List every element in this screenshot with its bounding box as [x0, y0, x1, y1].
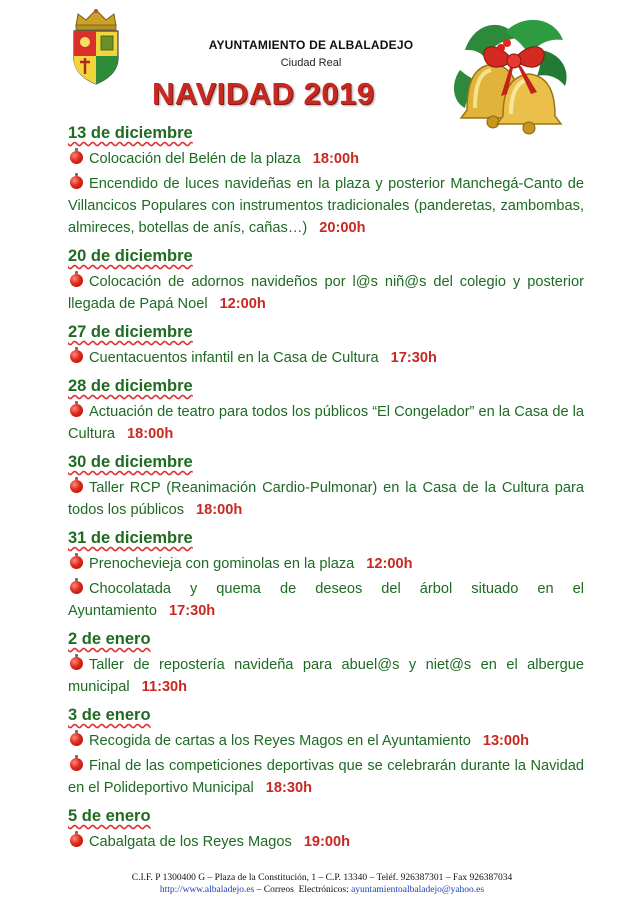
event-schedule: [68, 123, 584, 860]
event-time: 17:30h: [390, 350, 437, 366]
place-name: Ciudad Real: [280, 57, 342, 69]
event-time: 20:00h: [319, 220, 366, 236]
date-heading: 20 de diciembre: [68, 247, 193, 265]
event-item: [68, 271, 584, 315]
day-section: [68, 528, 584, 622]
event-description: Taller de repostería navideña para abuel@s y niet@s en el albergue municipal: [68, 657, 584, 695]
day-section: [68, 629, 584, 698]
event-time: 11:30h: [141, 679, 188, 695]
event-description: Taller RCP (Reanimación Cardio-Pulmonar) en la Casa de la Cultura para todos los públicos: [68, 480, 584, 518]
event-time: 12:00h: [366, 556, 413, 572]
christmas-ornament-icon: [70, 151, 83, 164]
event-item: [68, 347, 584, 369]
event-time: 18:00h: [127, 426, 174, 442]
day-section: [68, 123, 584, 239]
event-description: Encendido de luces navideñas en la plaza y posterior Manchegá-Canto de Villancicos Populares con instrumentos tradicionales (panderetas, zambombas, almireces, botellas de anís, cañas…): [68, 176, 584, 236]
date-heading: 28 de diciembre: [68, 377, 193, 395]
event-item: [68, 173, 584, 239]
christmas-ornament-icon: [70, 176, 83, 189]
event-description: Actuación de teatro para todos los públicos “El Congelador” en la Casa de la Cultura: [68, 404, 584, 442]
date-heading: 5 de enero: [68, 807, 151, 825]
day-section: [68, 452, 584, 521]
footer-links: [0, 885, 644, 895]
day-section: [68, 246, 584, 315]
page-title: NAVIDAD 2019: [152, 76, 375, 111]
christmas-ornament-icon: [70, 834, 83, 847]
christmas-ornament-icon: [70, 581, 83, 594]
date-heading: 3 de enero: [68, 706, 151, 724]
christmas-ornament-icon: [70, 404, 83, 417]
christmas-ornament-icon: [70, 480, 83, 493]
event-description: Colocación del Belén de la plaza: [89, 151, 301, 167]
christmas-ornament-icon: [70, 758, 83, 771]
event-time: 12:00h: [219, 296, 266, 312]
event-item: [68, 553, 584, 575]
event-time: 13:00h: [482, 733, 530, 749]
day-section: [68, 376, 584, 445]
day-section: [68, 806, 584, 853]
event-time: 17:30h: [168, 603, 216, 619]
event-item: [68, 477, 584, 521]
event-item: [68, 401, 584, 445]
event-description: Final de las competiciones deportivas que se celebrarán durante la Navidad en el Polideportivo Municipal: [68, 758, 584, 796]
event-description: Colocación de adornos navideños por l@s niñ@s del colegio y posterior llegada de Papá Noel: [68, 274, 584, 312]
event-description: Cabalgata de los Reyes Magos: [89, 834, 292, 850]
event-item: [68, 578, 584, 622]
date-heading: 13 de diciembre: [68, 124, 193, 142]
event-item: [68, 148, 584, 170]
day-section: [68, 705, 584, 799]
coat-of-arms-logo: [68, 8, 124, 86]
event-description: Chocolatada y quema de deseos del árbol situado en el Ayuntamiento: [68, 581, 584, 619]
event-description: Cuentacuentos infantil en la Casa de Cultura: [89, 350, 379, 366]
website-link[interactable]: http://www.albaladejo.es: [159, 885, 255, 895]
footer-separator: – Correos Electrónicos:: [254, 885, 352, 895]
event-item: [68, 831, 584, 853]
christmas-ornament-icon: [70, 657, 83, 670]
christmas-ornament-icon: [70, 350, 83, 363]
organization-name: AYUNTAMIENTO DE ALBALADEJO: [208, 38, 414, 52]
footer-contact: C.I.F. P 1300400 G – Plaza de la Constitución, 1 – C.P. 13340 – Teléf. 926387301 – Fax 926387034: [131, 873, 513, 883]
event-time: 18:30h: [265, 780, 313, 796]
christmas-ornament-icon: [70, 556, 83, 569]
christmas-ornament-icon: [70, 274, 83, 287]
event-time: 19:00h: [303, 834, 351, 850]
event-description: Prenochevieja con gominolas en la plaza: [89, 556, 355, 572]
event-item: [68, 654, 584, 698]
event-time: 18:00h: [312, 151, 360, 167]
christmas-ornament-icon: [70, 733, 83, 746]
date-heading: 2 de enero: [68, 630, 151, 648]
date-heading: 27 de diciembre: [68, 323, 193, 341]
event-description: Recogida de cartas a los Reyes Magos en el Ayuntamiento: [89, 733, 471, 749]
event-time: 18:00h: [196, 502, 243, 518]
date-heading: 31 de diciembre: [68, 529, 193, 547]
event-item: [68, 755, 584, 799]
email-link[interactable]: ayuntamientoalbaladejo@yahoo.es: [351, 885, 485, 895]
day-section: [68, 322, 584, 369]
event-item: [68, 730, 584, 752]
date-heading: 30 de diciembre: [68, 453, 193, 471]
